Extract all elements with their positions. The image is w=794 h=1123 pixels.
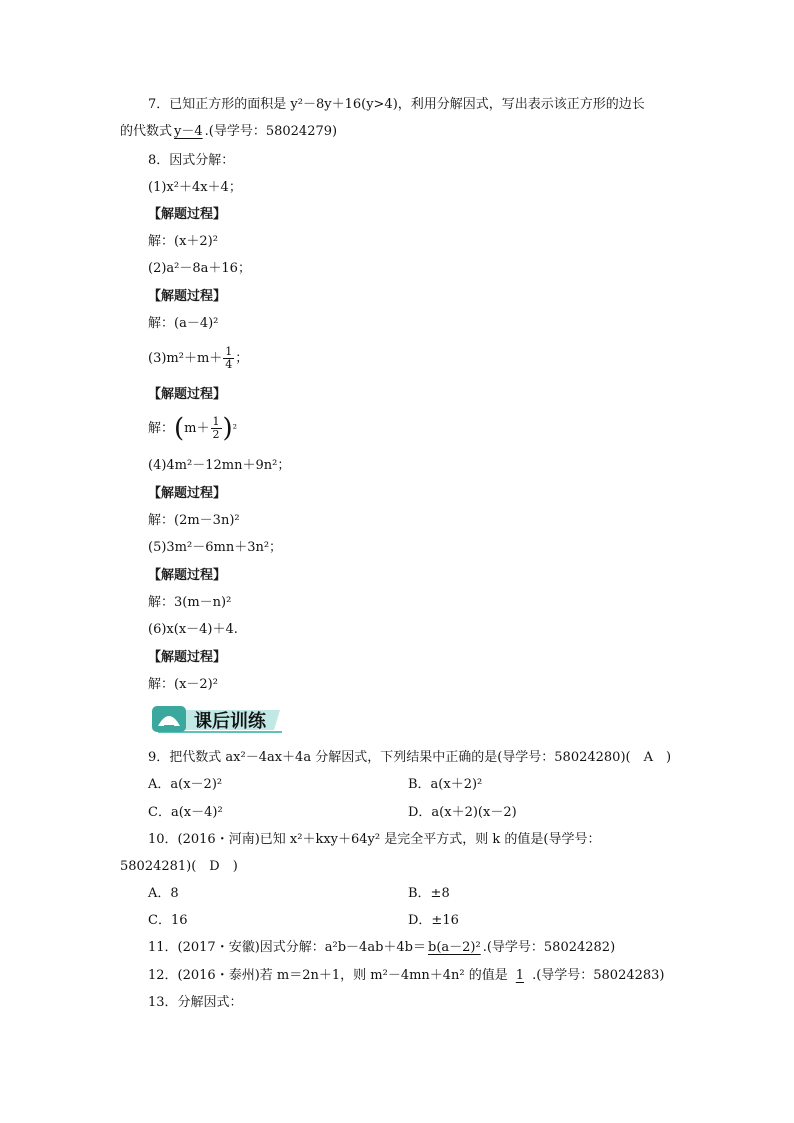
q9-option-b: B．a(x＋2)² [408,777,483,792]
q8-part5-question: (5)3m²－6mn＋3n²； [148,540,283,555]
q8-part4-question: (4)4m²－12mn＋9n²； [148,458,291,473]
q7-line2-pre: 的代数式 [120,124,173,139]
q10-option-c: C．16 [148,913,188,928]
q7-line2-post: .(导学号：58024279) [204,124,338,139]
q8-part1-solution: 解：(x＋2)² [148,234,218,249]
q8-part1-question: (1)x²＋4x＋4； [148,180,242,195]
q9-stem: 9．把代数式 ax²－4ax＋4a 分解因式，下列结果中正确的是(导学号：58024280)( A ) [148,750,672,765]
q7-line1: 7．已知正方形的面积是 y²－8y＋16(y>4)，利用分解因式，写出表示该正方形的边长 [148,97,645,112]
q9-option-a: A．a(x－2)² [148,777,223,792]
q8-part3-question: (3)m²＋m＋ $\frac{1}{4}$ ； [148,345,249,371]
q9-option-d: D．a(x＋2)(x－2) [408,805,517,820]
q7-line2 [120,122,337,142]
fraction-one-half: $\frac{1}{2}$ [212,415,220,441]
q11-answer: b(a－2)² [428,940,481,955]
q8-part3-solution: 解：(m＋ $\frac{1}{2}$ )$^{^2}$ [148,413,238,444]
section-title: 课后训练 [194,711,266,732]
q11-line: 11．(2017・安徽)因式分解：a²b－4ab＋4b＝ b(a－2)² .(导学号：58024282) [148,940,616,955]
q12-line: 12．(2016・泰州)若 m＝2n＋1，则 m²－4mn＋4n² 的值是 1 .(导学号：58024283) [148,968,665,983]
q10-option-d: D．±16 [408,913,459,928]
q8-part6-solution: 解：(x－2)² [148,677,218,692]
q8-part2-solution: 解：(a－4)² [148,316,219,331]
q9-option-c: C．a(x－4)² [148,805,223,820]
q10-option-a: A．8 [148,886,179,901]
q7-answer: y－4 [174,124,203,139]
q12-answer: 1 [515,968,525,983]
q8-part2-question: (2)a²－8a＋16； [148,261,251,276]
solution-label: 【解题过程】 [148,650,227,665]
solution-label: 【解题过程】 [148,486,227,501]
q8-part4-solution: 解：(2m－3n)² [148,513,240,528]
solution-label: 【解题过程】 [148,387,227,402]
q10-line1: 10．(2016・河南)已知 x²＋kxy＋64y² 是完全平方式，则 k 的值是(导学号： [148,832,601,847]
q8-part6-question: (6)x(x－4)＋4. [148,622,238,637]
q10-line2: 58024281)( D ) [120,859,238,874]
q13-title: 13．分解因式： [148,995,243,1010]
q10-option-b: B．±8 [408,886,450,901]
q8-part5-solution: 解：3(m－n)² [148,595,232,610]
q8-title: 8．因式分解： [148,153,235,168]
solution-label: 【解题过程】 [148,289,227,304]
fraction-one-quarter: $\frac{1}{4}$ [225,345,233,371]
solution-label: 【解题过程】 [148,207,227,222]
solution-label: 【解题过程】 [148,568,227,583]
